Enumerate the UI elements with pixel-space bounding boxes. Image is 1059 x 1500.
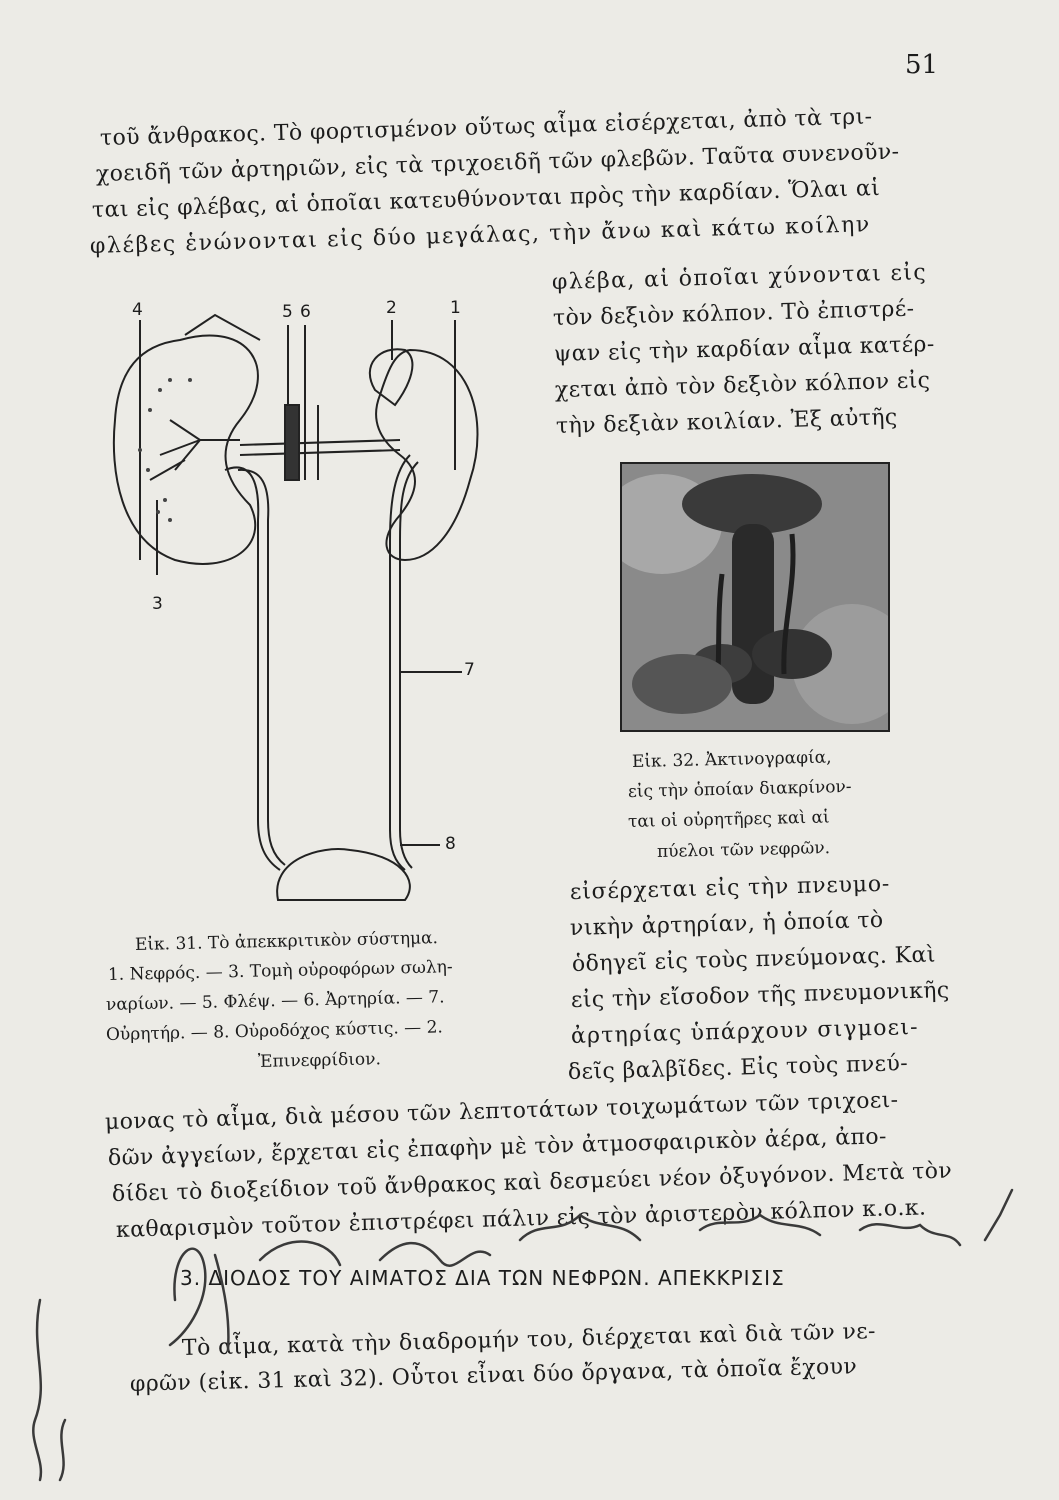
body-line: ἀρτηρίας ὑπάρχουν σιγμοει- xyxy=(570,1014,920,1049)
fig31-caption-line: Οὐρητήρ. — 8. Οὐροδόχος κύστις. — 2. xyxy=(105,1017,444,1045)
body-line: τὴν δεξιὰν κοιλίαν. Ἐξ αὐτῆς xyxy=(555,405,898,439)
body-line: δίδει τὸ διοξείδιον τοῦ ἄνθρακος καὶ δεσμεύει νέον ὀξυγόνον. Μετὰ τὸν xyxy=(111,1158,953,1207)
body-line: νικὴν ἀρτηρίαν, ἡ ὁποία τὸ xyxy=(569,907,884,941)
fig32-caption-line: ται οἱ οὐρητῆρες καὶ αἱ xyxy=(627,807,830,832)
body-line: φλέβες ἑνώνονται εἰς δύο μεγάλας, τὴν ἄνω καὶ κάτω κοίλην xyxy=(89,212,872,259)
fig31-label-1: 1 xyxy=(450,298,461,318)
fig31-label-6: 6 xyxy=(300,302,311,322)
body-line: Τὸ αἷμα, κατὰ τὴν διαδρομήν του, διέρχεται καὶ διὰ τῶν νε- xyxy=(181,1319,877,1361)
fig32-caption-line: εἰς τὴν ὁποίαν διακρίνον- xyxy=(627,776,852,802)
body-line: φλέβα, αἱ ὁποῖαι χύνονται εἰς xyxy=(551,260,928,295)
section-heading: 3. ΔΙΟΔΟΣ ΤΟΥ ΑΙΜΑΤΟΣ ΔΙΑ ΤΩΝ ΝΕΦΡΩΝ. ΑΠΕΚΚΡΙΣΙΣ xyxy=(180,1266,785,1290)
body-line: καθαρισμὸν τοῦτον ἐπιστρέφει πάλιν εἰς τὸν ἀριστερὸν κόλπον κ.ο.κ. xyxy=(115,1195,927,1243)
fig31-caption-line: ναρίων. — 5. Φλέψ. — 6. Ἀρτηρία. — 7. xyxy=(105,987,445,1015)
page-number: 51 xyxy=(905,50,939,80)
fig31-label-5: 5 xyxy=(282,302,293,322)
fig31-caption-line: Ἐπινεφρίδιον. xyxy=(257,1049,382,1072)
fig32-caption-line: πύελοι τῶν νεφρῶν. xyxy=(656,838,831,862)
body-line: φρῶν (εἰκ. 31 καὶ 32). Οὗτοι εἶναι δύο ὄργανα, τὰ ὁποῖα ἔχουν xyxy=(129,1354,858,1397)
body-line: ὁδηγεῖ εἰς τοὺς πνεύμονας. Καὶ xyxy=(571,942,937,977)
body-line: τὸν δεξιὸν κόλπον. Τὸ ἐπιστρέ- xyxy=(552,296,915,331)
fig31-label-2: 2 xyxy=(386,298,397,318)
body-line: χεται ἀπὸ τὸν δεξιὸν κόλπον εἰς xyxy=(554,368,931,403)
fig32-caption-line: Εἰκ. 32. Ἀκτινογραφία, xyxy=(631,747,832,772)
body-line: εἰσέρχεται εἰς τὴν πνευμο- xyxy=(569,871,891,905)
fig31-caption-line: Εἰκ. 31. Τὸ ἀπεκκριτικὸν σύστημα. xyxy=(134,928,439,955)
body-line: δῶν ἀγγείων, ἔρχεται εἰς ἐπαφὴν μὲ τὸν ἀτμοσφαιρικὸν ἀέρα, ἀπο- xyxy=(107,1124,888,1171)
body-line: δεῖς βαλβῖδες. Εἰς τοὺς πνεύ- xyxy=(567,1051,909,1085)
fig31-label-4: 4 xyxy=(132,300,143,320)
fig31-label-7: 7 xyxy=(464,660,475,680)
fig31-caption-line: 1. Νεφρός. — 3. Τομὴ οὐροφόρων σωλη- xyxy=(107,957,453,985)
fig31-label-8: 8 xyxy=(445,834,456,854)
body-line: χοειδῆ τῶν ἀρτηριῶν, εἰς τὰ τριχοειδῆ τῶν φλεβῶν. Ταῦτα συνενοῦν- xyxy=(95,139,900,187)
body-line: εἰς τὴν εἴσοδον τῆς πνευμονικῆς xyxy=(570,978,950,1013)
body-line: ψαν εἰς τὴν καρδίαν αἷμα κατέρ- xyxy=(553,332,935,367)
body-line: τοῦ ἄνθρακος. Τὸ φορτισμένον οὕτως αἷμα εἰσέρχεται, ἀπὸ τὰ τρι- xyxy=(99,104,873,151)
body-line: μονας τὸ αἷμα, διὰ μέσου τῶν λεπτοτάτων τοιχωμάτων τῶν τριχοει- xyxy=(104,1087,899,1135)
body-line: ται εἰς φλέβας, αἱ ὁποῖαι κατευθύνονται πρὸς τὴν καρδίαν. Ὅλαι αἱ xyxy=(91,175,881,223)
fig31-label-3: 3 xyxy=(152,594,163,614)
